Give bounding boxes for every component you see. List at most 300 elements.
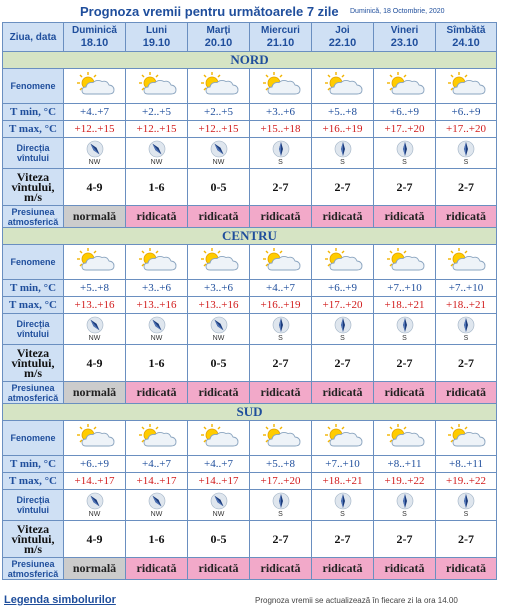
wind-direction — [126, 140, 187, 166]
day-name: Sîmbătă — [446, 24, 486, 36]
row-label-wind-speed — [3, 345, 64, 382]
day-name: Vineri — [390, 24, 419, 36]
wind-direction-label: NW — [150, 159, 163, 166]
partly-cloudy-icon — [384, 246, 426, 274]
day-date: 19.10 — [142, 36, 171, 49]
row-label-wind-speed — [3, 169, 64, 206]
wind-direction-label: S — [278, 159, 283, 166]
wind-speed-cell: 2-7 — [312, 345, 374, 382]
wind-direction-cell — [374, 490, 436, 521]
phenomena-cell — [312, 421, 374, 456]
day-name: Luni — [145, 24, 168, 36]
phenomena-cell — [250, 245, 312, 280]
day-header — [312, 23, 374, 52]
row-label-pressure — [3, 558, 64, 580]
wind-direction-label: S — [340, 335, 345, 342]
row-label-line: vîntului — [17, 329, 49, 339]
wind-direction-cell — [126, 314, 188, 345]
day-date: 23.10 — [390, 36, 419, 49]
tmin-row — [3, 280, 497, 297]
wind-direction-cell — [126, 490, 188, 521]
tmax-cell: +17..+20 — [312, 297, 374, 314]
row-label-line: vîntului, — [11, 180, 55, 194]
wind-direction — [64, 316, 125, 342]
partly-cloudy-icon — [384, 422, 426, 450]
wind-speed-cell: 2-7 — [436, 169, 497, 206]
wind-direction — [64, 492, 125, 518]
wind-direction-label: S — [278, 511, 283, 518]
partly-cloudy-icon — [322, 70, 364, 98]
wind-direction — [250, 316, 311, 342]
phenomena-cell — [126, 69, 188, 104]
tmin-cell: +3..+6 — [126, 280, 188, 297]
pressure-cell: ridicată — [436, 558, 497, 580]
wind-direction-label: S — [463, 159, 469, 166]
pressure-cell: normală — [64, 558, 126, 580]
tmin-cell: +5..+8 — [64, 280, 126, 297]
region-name: SUD — [3, 404, 497, 421]
wind-direction-cell — [312, 314, 374, 345]
partly-cloudy-icon — [136, 246, 178, 274]
row-label-line: atmosferică — [7, 392, 59, 403]
wind-arrow-s-icon — [334, 140, 352, 158]
tmin-cell: +6..+9 — [64, 456, 126, 473]
row-label-line: Direcția — [16, 143, 50, 153]
wind-speed-row — [3, 521, 497, 558]
row-label-line: Viteza — [16, 346, 50, 360]
partly-cloudy-icon — [445, 422, 487, 450]
wind-arrow-nw-icon — [86, 316, 104, 334]
header-row — [3, 23, 497, 52]
wind-direction-label: NW — [88, 335, 101, 342]
wind-arrow-s-icon — [396, 492, 414, 510]
wind-direction-cell — [374, 138, 436, 169]
tmax-cell: +13..+16 — [188, 297, 250, 314]
partly-cloudy-icon — [445, 70, 487, 98]
tmin-cell: +8..+11 — [374, 456, 436, 473]
partly-cloudy-icon — [198, 246, 240, 274]
partly-cloudy-icon — [74, 422, 116, 450]
day-date: 21.10 — [266, 36, 295, 49]
tmin-cell: +5..+8 — [312, 104, 374, 121]
phenomena-cell — [436, 69, 497, 104]
wind-direction-label: NW — [212, 511, 225, 518]
tmax-row — [3, 297, 497, 314]
row-label-line: vîntului — [17, 505, 49, 515]
pressure-cell: normală — [64, 382, 126, 404]
day-header — [64, 23, 126, 52]
wind-arrow-s-icon — [272, 316, 290, 334]
wind-arrow-nw-icon — [86, 140, 104, 158]
row-label-line: Viteza — [16, 522, 50, 536]
phenomena-cell — [188, 69, 250, 104]
wind-arrow-s-icon — [272, 140, 290, 158]
row-label-tmax: T max, °C — [3, 121, 64, 138]
tmin-cell: +6..+9 — [374, 104, 436, 121]
pressure-row — [3, 558, 497, 580]
pressure-cell: ridicată — [436, 206, 497, 228]
day-header — [374, 23, 436, 52]
pressure-cell: ridicată — [374, 206, 436, 228]
wind-direction — [126, 316, 187, 342]
tmax-cell: +16..+19 — [312, 121, 374, 138]
row-label-line: atmosferică — [7, 216, 59, 227]
phenomena-cell — [64, 69, 126, 104]
wind-speed-cell: 2-7 — [312, 169, 374, 206]
region-header — [3, 228, 497, 245]
tmin-row — [3, 104, 497, 121]
wind-speed-cell: 4-9 — [64, 169, 126, 206]
wind-direction-cell — [188, 490, 250, 521]
wind-direction-cell — [436, 314, 497, 345]
wind-direction-cell — [188, 138, 250, 169]
tmax-cell: +16..+19 — [250, 297, 312, 314]
phenomena-cell — [188, 421, 250, 456]
current-date: Duminică, 18 Octombrie, 2020 — [350, 8, 445, 15]
pressure-cell: ridicată — [312, 558, 374, 580]
wind-speed-cell: 4-9 — [64, 345, 126, 382]
tmax-row — [3, 473, 497, 490]
phenomena-cell — [126, 245, 188, 280]
pressure-cell: ridicată — [374, 382, 436, 404]
tmax-cell: +17..+20 — [436, 121, 497, 138]
day-name: Marți — [206, 24, 231, 36]
phenomena-cell — [250, 421, 312, 456]
wind-direction — [436, 140, 496, 166]
wind-direction-cell — [250, 314, 312, 345]
tmax-cell: +14..+17 — [64, 473, 126, 490]
wind-speed-cell: 2-7 — [250, 345, 312, 382]
row-label-tmin: T min, °C — [3, 104, 64, 121]
wind-arrow-nw-icon — [148, 140, 166, 158]
wind-direction-label: NW — [88, 159, 101, 166]
row-label-wind-speed — [3, 521, 64, 558]
partly-cloudy-icon — [136, 422, 178, 450]
tmin-cell: +5..+8 — [250, 456, 312, 473]
wind-direction — [188, 492, 249, 518]
pressure-cell: ridicată — [250, 382, 312, 404]
wind-arrow-s-icon — [334, 492, 352, 510]
region-name: CENTRU — [3, 228, 497, 245]
wind-direction-cell — [250, 490, 312, 521]
wind-speed-cell: 2-7 — [374, 521, 436, 558]
wind-speed-cell: 2-7 — [436, 345, 497, 382]
partly-cloudy-icon — [198, 422, 240, 450]
tmin-cell: +2..+5 — [188, 104, 250, 121]
wind-speed-cell: 0-5 — [188, 345, 250, 382]
partly-cloudy-icon — [384, 70, 426, 98]
wind-arrow-nw-icon — [210, 316, 228, 334]
wind-arrow-s-icon — [457, 316, 475, 334]
pressure-cell: normală — [64, 206, 126, 228]
phenomena-cell — [312, 69, 374, 104]
pressure-cell: ridicată — [188, 558, 250, 580]
wind-direction-label: NW — [150, 335, 163, 342]
wind-arrow-nw-icon — [86, 492, 104, 510]
row-label-line: Direcția — [16, 495, 50, 505]
tmax-cell: +13..+16 — [126, 297, 188, 314]
wind-speed-cell: 2-7 — [374, 169, 436, 206]
wind-direction — [312, 316, 373, 342]
wind-direction — [374, 492, 435, 518]
wind-arrow-s-icon — [457, 492, 475, 510]
row-label-pressure — [3, 206, 64, 228]
partly-cloudy-icon — [260, 70, 302, 98]
wind-direction-cell — [312, 138, 374, 169]
wind-direction-cell — [188, 314, 250, 345]
wind-direction — [374, 140, 435, 166]
pressure-cell: ridicată — [312, 382, 374, 404]
wind-direction-cell — [436, 138, 497, 169]
wind-arrow-s-icon — [396, 316, 414, 334]
tmax-cell: +18..+21 — [374, 297, 436, 314]
wind-direction — [188, 140, 249, 166]
day-header — [436, 23, 497, 52]
header-label: Ziua, data — [3, 23, 64, 52]
wind-arrow-s-icon — [272, 492, 290, 510]
wind-direction — [64, 140, 125, 166]
row-label-line: Viteza — [16, 170, 50, 184]
tmax-cell: +19..+22 — [374, 473, 436, 490]
row-label-line: vîntului — [17, 153, 49, 163]
wind-direction — [250, 492, 311, 518]
pressure-cell: ridicată — [436, 382, 497, 404]
wind-arrow-s-icon — [457, 140, 475, 158]
tmin-cell: +6..+9 — [436, 104, 497, 121]
partly-cloudy-icon — [322, 422, 364, 450]
tmax-cell: +13..+16 — [64, 297, 126, 314]
tmax-cell: +19..+22 — [436, 473, 497, 490]
wind-speed-cell: 2-7 — [250, 169, 312, 206]
tmax-cell: +15..+18 — [250, 121, 312, 138]
tmax-row — [3, 121, 497, 138]
row-label-tmax: T max, °C — [3, 297, 64, 314]
wind-speed-cell: 1-6 — [126, 345, 188, 382]
wind-direction-cell — [64, 314, 126, 345]
tmin-cell: +6..+9 — [312, 280, 374, 297]
day-header — [126, 23, 188, 52]
row-label-tmin: T min, °C — [3, 280, 64, 297]
wind-arrow-nw-icon — [148, 492, 166, 510]
wind-speed-row — [3, 169, 497, 206]
row-label-line: m/s — [24, 366, 42, 380]
wind-direction-label: S — [340, 159, 345, 166]
row-label-phenomena: Fenomene — [3, 421, 64, 456]
pressure-cell: ridicată — [250, 206, 312, 228]
row-label-line: Presiunea — [11, 206, 55, 217]
wind-direction-label: S — [340, 511, 345, 518]
phenomena-cell — [374, 69, 436, 104]
partly-cloudy-icon — [445, 246, 487, 274]
phenomena-cell — [374, 245, 436, 280]
wind-direction-row — [3, 490, 497, 521]
wind-direction-label: S — [402, 511, 407, 518]
wind-arrow-nw-icon — [210, 492, 228, 510]
phenomena-cell — [374, 421, 436, 456]
update-note: Prognoza vremii se actualizează în fiecare zi la ora 14.00 — [255, 596, 458, 605]
day-date: 20.10 — [204, 36, 233, 49]
wind-direction-label: NW — [150, 511, 163, 518]
tmin-cell: +7..+10 — [374, 280, 436, 297]
phenomena-row — [3, 245, 497, 280]
pressure-row — [3, 382, 497, 404]
pressure-cell: ridicată — [250, 558, 312, 580]
day-name: Joi — [335, 24, 350, 36]
partly-cloudy-icon — [74, 70, 116, 98]
row-label-wind-direction — [3, 314, 64, 345]
tmin-cell: +2..+5 — [126, 104, 188, 121]
wind-direction — [436, 316, 496, 342]
wind-direction-cell — [64, 138, 126, 169]
tmax-cell: +17..+20 — [374, 121, 436, 138]
wind-direction-label: NW — [212, 335, 225, 342]
tmax-cell: +17..+20 — [250, 473, 312, 490]
partly-cloudy-icon — [74, 246, 116, 274]
row-label-line: vîntului, — [11, 532, 55, 546]
row-label-pressure — [3, 382, 64, 404]
row-label-phenomena: Fenomene — [3, 69, 64, 104]
row-label-line: Direcția — [16, 319, 50, 329]
wind-direction — [126, 492, 187, 518]
wind-speed-cell: 1-6 — [126, 169, 188, 206]
wind-direction-label: S — [402, 335, 407, 342]
wind-direction-cell — [374, 314, 436, 345]
region-name: NORD — [3, 52, 497, 69]
day-header — [188, 23, 250, 52]
pressure-row — [3, 206, 497, 228]
tmax-cell: +12..+15 — [64, 121, 126, 138]
tmax-cell: +18..+21 — [312, 473, 374, 490]
day-date: 24.10 — [452, 36, 480, 49]
tmin-cell: +3..+6 — [250, 104, 312, 121]
tmax-cell: +12..+15 — [188, 121, 250, 138]
tmax-cell: +12..+15 — [126, 121, 188, 138]
wind-direction — [312, 140, 373, 166]
day-date: 22.10 — [328, 36, 357, 49]
partly-cloudy-icon — [260, 246, 302, 274]
phenomena-cell — [312, 245, 374, 280]
pressure-cell: ridicată — [126, 382, 188, 404]
pressure-cell: ridicată — [188, 382, 250, 404]
wind-direction — [250, 140, 311, 166]
phenomena-cell — [126, 421, 188, 456]
wind-direction-row — [3, 314, 497, 345]
phenomena-cell — [250, 69, 312, 104]
row-label-line: m/s — [24, 190, 42, 204]
wind-speed-cell: 2-7 — [374, 345, 436, 382]
wind-direction-label: NW — [212, 159, 225, 166]
wind-direction-label: S — [463, 511, 469, 518]
phenomena-row — [3, 69, 497, 104]
pressure-cell: ridicată — [312, 206, 374, 228]
phenomena-cell — [188, 245, 250, 280]
wind-direction — [374, 316, 435, 342]
wind-speed-cell: 2-7 — [312, 521, 374, 558]
tmin-cell: +7..+10 — [436, 280, 497, 297]
row-label-wind-direction — [3, 490, 64, 521]
wind-direction-cell — [250, 138, 312, 169]
wind-direction-label: NW — [88, 511, 101, 518]
title-bar — [0, 0, 513, 22]
row-label-wind-direction — [3, 138, 64, 169]
tmax-cell: +18..+21 — [436, 297, 497, 314]
phenomena-cell — [64, 421, 126, 456]
region-header — [3, 52, 497, 69]
row-label-tmax: T max, °C — [3, 473, 64, 490]
wind-speed-cell: 0-5 — [188, 169, 250, 206]
wind-direction-cell — [64, 490, 126, 521]
wind-direction — [436, 492, 496, 518]
row-label-tmin: T min, °C — [3, 456, 64, 473]
tmax-cell: +14..+17 — [126, 473, 188, 490]
wind-direction-cell — [126, 138, 188, 169]
tmin-cell: +3..+6 — [188, 280, 250, 297]
legend-link[interactable]: Legenda simbolurilor — [4, 594, 116, 606]
forecast-table — [2, 22, 497, 580]
wind-direction-label: S — [278, 335, 283, 342]
phenomena-cell — [436, 421, 497, 456]
wind-direction-row — [3, 138, 497, 169]
row-label-line: Presiunea — [11, 558, 55, 569]
partly-cloudy-icon — [322, 246, 364, 274]
wind-speed-cell: 4-9 — [64, 521, 126, 558]
phenomena-cell — [64, 245, 126, 280]
day-date: 18.10 — [80, 36, 109, 49]
tmin-row — [3, 456, 497, 473]
tmin-cell: +4..+7 — [126, 456, 188, 473]
wind-arrow-s-icon — [396, 140, 414, 158]
phenomena-cell — [436, 245, 497, 280]
tmin-cell: +8..+11 — [436, 456, 497, 473]
pressure-cell: ridicată — [374, 558, 436, 580]
partly-cloudy-icon — [260, 422, 302, 450]
pressure-cell: ridicată — [126, 206, 188, 228]
pressure-cell: ridicată — [126, 558, 188, 580]
wind-speed-cell: 1-6 — [126, 521, 188, 558]
row-label-phenomena: Fenomene — [3, 245, 64, 280]
wind-arrow-nw-icon — [148, 316, 166, 334]
day-name: Duminică — [71, 24, 117, 36]
day-header — [250, 23, 312, 52]
wind-speed-cell: 2-7 — [250, 521, 312, 558]
row-label-line: atmosferică — [7, 568, 59, 579]
row-label-line: m/s — [24, 542, 42, 556]
wind-speed-cell: 2-7 — [436, 521, 497, 558]
wind-direction — [188, 316, 249, 342]
pressure-cell: ridicată — [188, 206, 250, 228]
wind-direction-cell — [312, 490, 374, 521]
wind-arrow-s-icon — [334, 316, 352, 334]
wind-speed-cell: 0-5 — [188, 521, 250, 558]
day-name: Miercuri — [261, 24, 300, 36]
tmin-cell: +4..+7 — [64, 104, 126, 121]
tmin-cell: +4..+7 — [188, 456, 250, 473]
row-label-line: Presiunea — [11, 382, 55, 393]
partly-cloudy-icon — [136, 70, 178, 98]
tmin-cell: +7..+10 — [312, 456, 374, 473]
wind-direction — [312, 492, 373, 518]
wind-arrow-nw-icon — [210, 140, 228, 158]
wind-direction-label: S — [463, 335, 469, 342]
phenomena-row — [3, 421, 497, 456]
wind-direction-cell — [436, 490, 497, 521]
page-title: Prognoza vremii pentru următoarele 7 zile — [80, 4, 339, 19]
region-header — [3, 404, 497, 421]
wind-speed-row — [3, 345, 497, 382]
tmin-cell: +4..+7 — [250, 280, 312, 297]
partly-cloudy-icon — [198, 70, 240, 98]
row-label-line: vîntului, — [11, 356, 55, 370]
